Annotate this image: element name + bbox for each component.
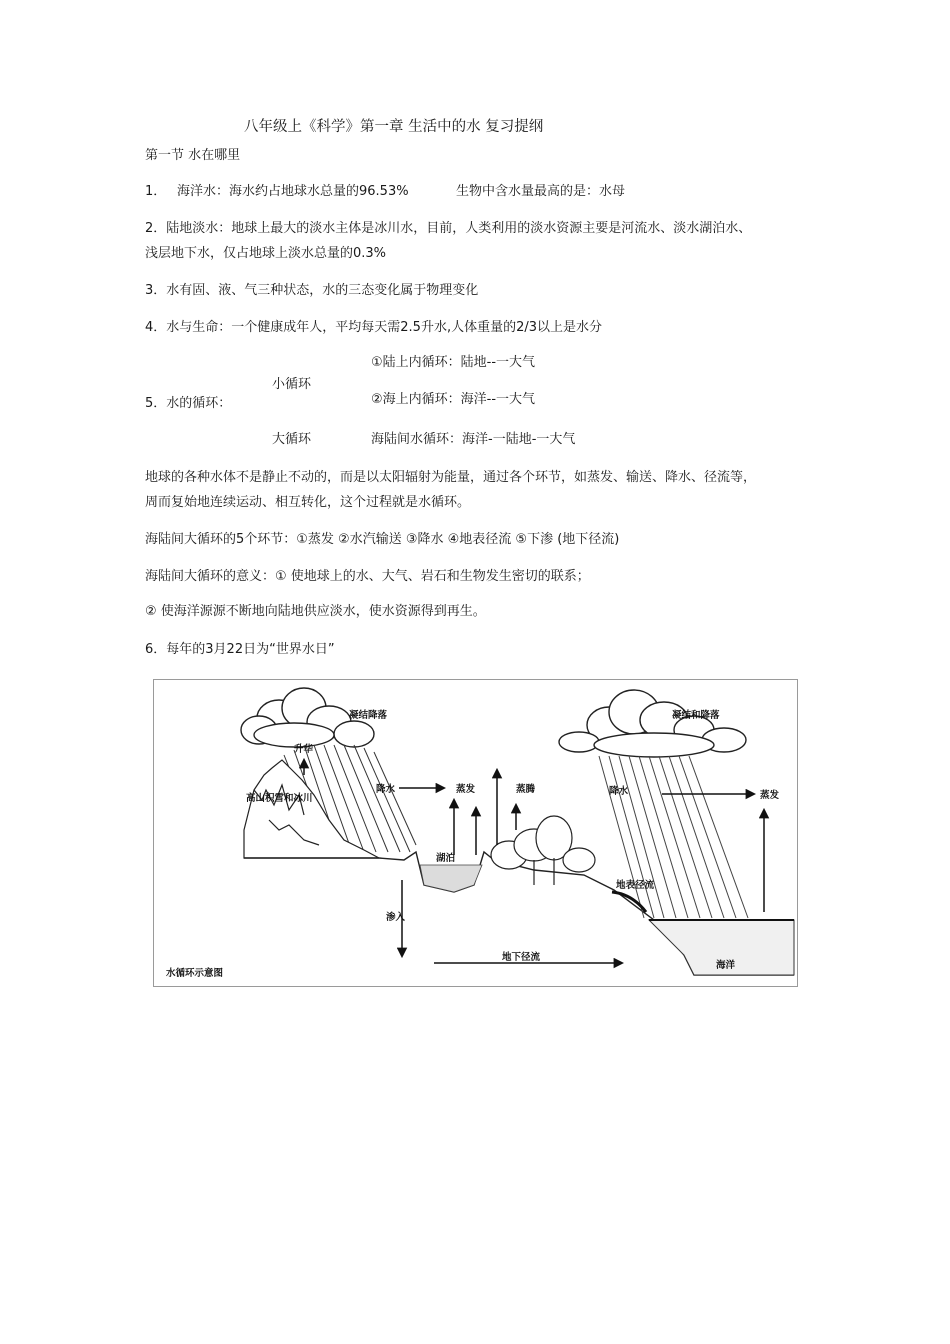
lake-water	[420, 865, 482, 892]
item-1-number: 1．	[145, 184, 167, 199]
item-2-line-1: 2．陆地淡水：地球上最大的淡水主体是冰川水，目前，人类利用的淡水资源主要是河流水、淡水湖泊水、	[145, 221, 752, 236]
label-cloud-right: 凝结和降落	[672, 710, 720, 721]
label-precip-right: 降水	[609, 786, 629, 797]
big-cycle-sea-land: 海陆间水循环：海洋-一陆地-一大气	[371, 432, 576, 447]
page-title: 八年级上《科学》第一章 生活中的水 复习提纲	[244, 119, 544, 135]
label-sublimation: 升华	[294, 744, 314, 755]
diagram-caption: 水循环示意图	[166, 968, 224, 979]
item-6-world-water-day: 6．每年的3月22日为“世界水日”	[145, 642, 335, 657]
item-3: 3．水有固、液、气三种状态，水的三态变化属于物理变化	[145, 283, 479, 298]
cycle-meaning-1: 海陆间大循环的意义：① 使地球上的水、大气、岩石和生物发生密切的联系；	[145, 569, 590, 584]
label-evap-left: 蒸发	[456, 784, 476, 795]
label-groundwater: 地下径流	[502, 952, 541, 963]
item-4: 4．水与生命：一个健康成年人，平均每天需2.5升水,人体重量的2/3以上是水分	[145, 320, 602, 335]
cycle-steps: 海陆间大循环的5个环节：①蒸发 ②水汽输送 ③降水 ④地表径流 ⑤下渗 (地下径流)	[145, 532, 620, 547]
water-cycle-diagram	[153, 679, 798, 987]
item-5-label: 5．水的循环：	[145, 396, 232, 411]
item-2-line-2: 浅层地下水，仅占地球上淡水总量的0.3%	[145, 246, 387, 261]
label-evap-right: 蒸发	[760, 790, 780, 801]
label-infiltration: 渗入	[386, 912, 406, 923]
section-heading: 第一节 水在哪里	[145, 148, 241, 163]
label-surface-runoff: 地表径流	[616, 880, 655, 891]
item-1-organism-water: 生物中含水量最高的是：水母	[456, 184, 626, 199]
small-cycle-land: ①陆上内循环：陆地--一大气	[371, 355, 536, 370]
label-cloud-left: 凝结降落	[349, 710, 388, 721]
label-precip-left: 降水	[376, 784, 396, 795]
label-mountain-snow: 高山积雪和冰川	[246, 793, 313, 804]
label-ocean: 海洋	[716, 960, 736, 971]
label-boil: 蒸腾	[516, 784, 536, 795]
cycle-paragraph-line-2: 周而复始地连续运动、相互转化，这个过程就是水循环。	[145, 495, 471, 510]
small-cycle-sea: ②海上内循环：海洋--一大气	[371, 392, 536, 407]
big-cycle-label: 大循环	[272, 432, 312, 447]
right-cloud-icon	[559, 690, 746, 757]
small-cycle-label: 小循环	[272, 377, 312, 392]
item-1-ocean-water: 海洋水：海水约占地球水总量的96.53%	[177, 184, 409, 199]
label-lake: 湖泊	[436, 853, 456, 864]
cycle-meaning-2: ② 使海洋源源不断地向陆地供应淡水，使水资源得到再生。	[145, 604, 486, 619]
cycle-paragraph-line-1: 地球的各种水体不是静止不动的，而是以太阳辐射为能量，通过各个环节，如蒸发、输送、降水、径流等，	[145, 470, 757, 485]
